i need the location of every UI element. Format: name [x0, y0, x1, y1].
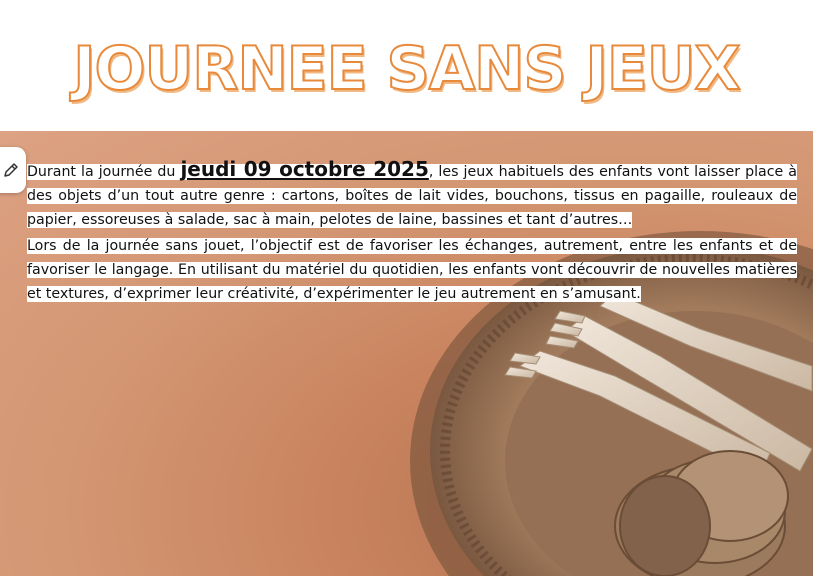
paragraph-2-text: Lors de la journée sans jouet, l’objectif est de favoriser les échanges, autrement, entre les enfants et de favoriser le langage. En utilisant du matériel du quotidien, les enfants vont découvrir de nouvelles matières et textures, d’exprimer leur créativité, d’expérimenter le jeu autrement en s’amusant.	[27, 238, 797, 302]
event-date: jeudi 09 octobre 2025	[180, 157, 429, 181]
pencil-edit-icon	[1, 160, 21, 180]
edit-handle[interactable]	[0, 147, 26, 193]
paragraph-2	[27, 234, 797, 306]
paragraph-1	[27, 157, 797, 232]
document-body	[27, 157, 797, 306]
document-title: JOURNEE SANS JEUX	[73, 34, 740, 104]
paragraph-1-rest: , les jeux habituels des enfants vont laisser place à des objets d’un tout autre genre : cartons, boîtes de lait vides, bouchons, tissus en pagaille, rouleaux de papier, essoreuses à salade, sac à main, pelotes de laine, bassines et tant d’autres…	[27, 164, 797, 228]
paragraph-1-intro: Durant la journée du	[27, 164, 181, 180]
